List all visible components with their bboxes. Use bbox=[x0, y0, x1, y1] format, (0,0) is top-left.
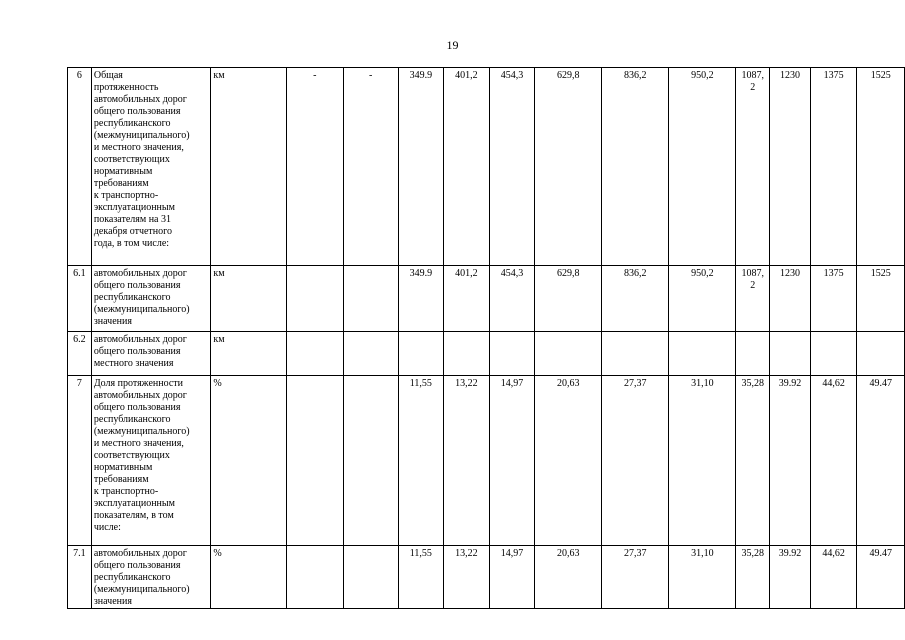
year-value-cell: 13,22 bbox=[444, 546, 490, 609]
year-value-cell: 836,2 bbox=[602, 266, 669, 332]
page-number: 19 bbox=[446, 38, 459, 52]
year-value-cell: 27,37 bbox=[602, 546, 669, 609]
unit-cell: % bbox=[211, 376, 287, 546]
indicator-name-line: республиканского bbox=[93, 292, 171, 303]
indicator-name-line: автомобильных дорог bbox=[93, 334, 187, 345]
base-value-b bbox=[343, 376, 398, 546]
indicator-name bbox=[91, 546, 211, 609]
indicator-name-line: требованиям bbox=[93, 178, 149, 189]
indicator-name-line: (межмуниципального) bbox=[93, 130, 190, 141]
year-value-cell: 31,10 bbox=[669, 376, 736, 546]
indicator-name-line: автомобильных дорог bbox=[93, 390, 187, 401]
table-row bbox=[68, 266, 905, 332]
base-value-a: - bbox=[286, 68, 343, 266]
year-value-cell: 39.92 bbox=[770, 376, 811, 546]
indicator-name-line: (межмуниципального) bbox=[93, 584, 190, 595]
year-value-cell: 1087, 2 bbox=[736, 266, 770, 332]
indicator-name-line: года, в том числе: bbox=[93, 238, 170, 249]
row-number: 7.1 bbox=[68, 546, 92, 609]
indicator-table bbox=[67, 67, 905, 609]
year-value-cell: 454,3 bbox=[489, 68, 535, 266]
indicator-name-line: республиканского bbox=[93, 572, 171, 583]
indicator-name-line: требованиям bbox=[93, 474, 149, 485]
year-value-cell: 1375 bbox=[810, 68, 857, 266]
unit-cell: % bbox=[211, 546, 287, 609]
year-value-cell: 39.92 bbox=[770, 546, 811, 609]
base-value-a bbox=[286, 546, 343, 609]
indicator-name bbox=[91, 68, 211, 266]
indicator-name-line: общего пользования bbox=[93, 560, 181, 571]
base-value-b bbox=[343, 546, 398, 609]
year-value-cell: 950,2 bbox=[669, 68, 736, 266]
year-value-cell: 629,8 bbox=[535, 68, 602, 266]
year-value-cell: 11,55 bbox=[398, 376, 444, 546]
indicator-name-line: протяженность bbox=[93, 82, 159, 93]
year-value-cell: 35,28 bbox=[736, 546, 770, 609]
base-value-b: - bbox=[343, 68, 398, 266]
indicator-name-line: декабря отчетного bbox=[93, 226, 172, 237]
indicator-name-line: автомобильных дорог bbox=[93, 94, 187, 105]
year-value-cell: 44,62 bbox=[810, 376, 857, 546]
year-value-cell: 836,2 bbox=[602, 68, 669, 266]
indicator-name-line: соответствующих bbox=[93, 450, 170, 461]
year-value-cell bbox=[857, 332, 905, 376]
row-number: 6 bbox=[68, 68, 92, 266]
year-value-cell: 44,62 bbox=[810, 546, 857, 609]
year-value-cell: 950,2 bbox=[669, 266, 736, 332]
year-value-cell bbox=[736, 332, 770, 376]
indicator-name-line: показателям, в том bbox=[93, 510, 174, 521]
year-value-cell: 349.9 bbox=[398, 266, 444, 332]
indicator-name-line: эксплуатационным bbox=[93, 202, 175, 213]
unit-cell: км bbox=[211, 266, 287, 332]
indicator-name-line: местного значения bbox=[93, 358, 174, 369]
base-value-a bbox=[286, 332, 343, 376]
indicator-name-line: республиканского bbox=[93, 118, 171, 129]
indicator-name-line: Доля протяженности bbox=[93, 378, 184, 389]
year-value-cell: 1375 bbox=[810, 266, 857, 332]
base-value-b bbox=[343, 332, 398, 376]
year-value-cell: 1230 bbox=[770, 68, 811, 266]
year-value-cell: 1230 bbox=[770, 266, 811, 332]
year-value-cell bbox=[770, 332, 811, 376]
indicator-name-line: общего пользования bbox=[93, 402, 181, 413]
year-value-cell: 1087, 2 bbox=[736, 68, 770, 266]
indicator-name-line: числе: bbox=[93, 522, 121, 533]
year-value-cell: 1525 bbox=[857, 68, 905, 266]
year-value-cell: 49.47 bbox=[857, 546, 905, 609]
unit-cell: км bbox=[211, 332, 287, 376]
indicator-name bbox=[91, 332, 211, 376]
year-value-cell bbox=[669, 332, 736, 376]
year-value-cell: 401,2 bbox=[444, 68, 490, 266]
year-value-cell bbox=[489, 332, 535, 376]
year-value-cell: 401,2 bbox=[444, 266, 490, 332]
indicator-name-line: соответствующих bbox=[93, 154, 170, 165]
year-value-cell bbox=[535, 332, 602, 376]
year-value-cell: 27,37 bbox=[602, 376, 669, 546]
year-value-cell bbox=[810, 332, 857, 376]
year-value-cell: 20,63 bbox=[535, 546, 602, 609]
indicator-name-line: показателям на 31 bbox=[93, 214, 171, 225]
year-value-cell bbox=[602, 332, 669, 376]
indicator-name-line: к транспортно- bbox=[93, 190, 159, 201]
table-row bbox=[68, 68, 905, 266]
year-value-cell: 349.9 bbox=[398, 68, 444, 266]
indicator-name-line: общего пользования bbox=[93, 280, 181, 291]
row-number: 6.1 bbox=[68, 266, 92, 332]
base-value-a bbox=[286, 376, 343, 546]
table-row bbox=[68, 332, 905, 376]
indicator-name-line: общего пользования bbox=[93, 106, 181, 117]
indicator-name-line: значения bbox=[93, 596, 132, 607]
indicator-name bbox=[91, 376, 211, 546]
base-value-b bbox=[343, 266, 398, 332]
indicator-name-line: (межмуниципального) bbox=[93, 426, 190, 437]
indicator-name-line: республиканского bbox=[93, 414, 171, 425]
indicator-name-line: автомобильных дорог bbox=[93, 268, 187, 279]
year-value-cell bbox=[444, 332, 490, 376]
indicator-name-line: автомобильных дорог bbox=[93, 548, 187, 559]
indicator-name-line: и местного значения, bbox=[93, 438, 184, 449]
year-value-cell: 629,8 bbox=[535, 266, 602, 332]
indicator-name-line: нормативным bbox=[93, 166, 153, 177]
indicator-name-line: значения bbox=[93, 316, 132, 327]
indicator-name-line: общего пользования bbox=[93, 346, 181, 357]
year-value-cell: 35,28 bbox=[736, 376, 770, 546]
year-value-cell: 20,63 bbox=[535, 376, 602, 546]
year-value-cell: 13,22 bbox=[444, 376, 490, 546]
indicator-name-line: Общая bbox=[93, 70, 123, 81]
year-value-cell: 49.47 bbox=[857, 376, 905, 546]
unit-cell: км bbox=[211, 68, 287, 266]
indicator-name-line: (межмуниципального) bbox=[93, 304, 190, 315]
year-value-cell: 14,97 bbox=[489, 546, 535, 609]
year-value-cell: 14,97 bbox=[489, 376, 535, 546]
year-value-cell: 454,3 bbox=[489, 266, 535, 332]
base-value-a bbox=[286, 266, 343, 332]
indicator-name-line: к транспортно- bbox=[93, 486, 159, 497]
table-row bbox=[68, 546, 905, 609]
year-value-cell: 31,10 bbox=[669, 546, 736, 609]
row-number: 7 bbox=[68, 376, 92, 546]
indicator-name bbox=[91, 266, 211, 332]
table-row bbox=[68, 376, 905, 546]
year-value-cell bbox=[398, 332, 444, 376]
indicator-name-line: нормативным bbox=[93, 462, 153, 473]
indicator-name-line: эксплуатационным bbox=[93, 498, 175, 509]
year-value-cell: 11,55 bbox=[398, 546, 444, 609]
row-number: 6.2 bbox=[68, 332, 92, 376]
indicator-name-line: и местного значения, bbox=[93, 142, 184, 153]
year-value-cell: 1525 bbox=[857, 266, 905, 332]
